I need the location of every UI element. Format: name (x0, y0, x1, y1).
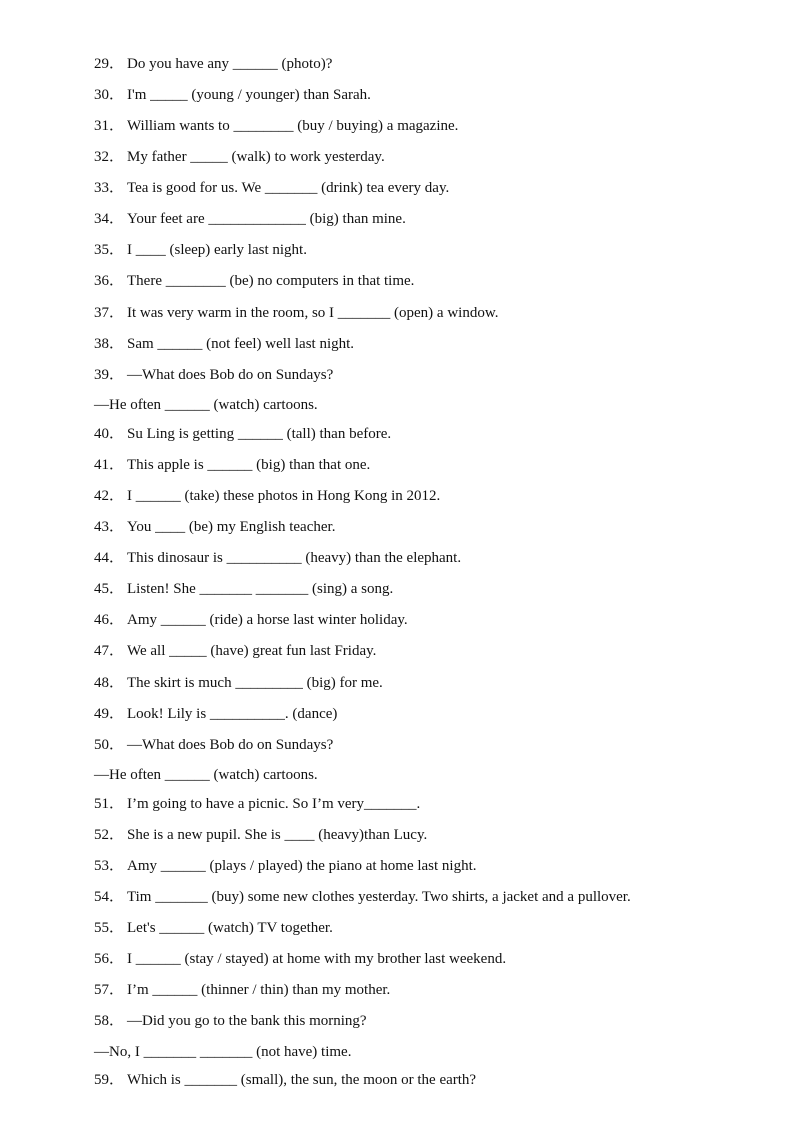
question-number: 58． (94, 1013, 125, 1029)
question-number: 40． (94, 426, 125, 442)
question-text: It was very warm in the room, so I _______ (open) a window. (127, 305, 499, 321)
question-text: Tea is good for us. We _______ (drink) tea every day. (127, 180, 450, 196)
question-line (94, 86, 371, 104)
question-line (94, 456, 370, 474)
question-line (94, 549, 461, 567)
question-line (94, 148, 385, 166)
question-text: —No, I _______ _______ (not have) time. (94, 1044, 352, 1060)
question-number: 55． (94, 920, 125, 936)
question-line (94, 179, 449, 197)
question-line (94, 1071, 476, 1089)
question-line (94, 1012, 367, 1030)
question-text: —He often ______ (watch) cartoons. (94, 397, 318, 413)
question-number: 44． (94, 550, 125, 566)
question-text: We all _____ (have) great fun last Friday. (127, 643, 377, 659)
question-number: 42． (94, 488, 125, 504)
question-continuation-line (94, 1043, 351, 1061)
question-line (94, 611, 408, 629)
question-number: 41． (94, 457, 125, 473)
question-line (94, 366, 333, 384)
question-number: 46． (94, 612, 125, 628)
question-text: I ______ (stay / stayed) at home with my brother last weekend. (127, 951, 507, 967)
question-number: 29． (94, 56, 125, 72)
question-line (94, 919, 333, 937)
question-line (94, 981, 390, 999)
question-line (94, 826, 427, 844)
question-text: You ____ (be) my English teacher. (127, 519, 336, 535)
question-text: My father _____ (walk) to work yesterday. (127, 149, 385, 165)
question-number: 57． (94, 982, 125, 998)
question-number: 56． (94, 951, 125, 967)
question-text: I ______ (take) these photos in Hong Kong in 2012. (127, 488, 441, 504)
question-line (94, 304, 498, 322)
question-text: I'm _____ (young / younger) than Sarah. (127, 87, 371, 103)
question-text: —What does Bob do on Sundays? (127, 737, 334, 753)
question-line (94, 857, 477, 875)
question-text: Sam ______ (not feel) well last night. (127, 336, 355, 352)
question-line (94, 425, 391, 443)
question-number: 32． (94, 149, 125, 165)
question-number: 37． (94, 305, 125, 321)
question-line (94, 795, 420, 813)
question-number: 50． (94, 737, 125, 753)
question-line (94, 487, 440, 505)
question-text: I’m going to have a picnic. So I’m very_______. (127, 796, 421, 812)
question-text: —Did you go to the bank this morning? (127, 1013, 367, 1029)
question-text: —He often ______ (watch) cartoons. (94, 767, 318, 783)
question-text: William wants to ________ (buy / buying) a magazine. (127, 118, 459, 134)
question-number: 33． (94, 180, 125, 196)
question-number: 38． (94, 336, 125, 352)
question-continuation-line (94, 396, 318, 414)
question-number: 30． (94, 87, 125, 103)
question-text: Look! Lily is __________. (dance) (127, 706, 338, 722)
question-line (94, 117, 458, 135)
question-number: 43． (94, 519, 125, 535)
question-number: 53． (94, 858, 125, 874)
question-line (94, 272, 414, 290)
question-text: The skirt is much _________ (big) for me. (127, 675, 383, 691)
question-text: I ____ (sleep) early last night. (127, 242, 307, 258)
question-text: Let's ______ (watch) TV together. (127, 920, 333, 936)
question-number: 51． (94, 796, 125, 812)
question-number: 36． (94, 273, 125, 289)
question-line (94, 580, 393, 598)
question-text: Do you have any ______ (photo)? (127, 56, 333, 72)
question-line (94, 950, 506, 968)
question-line (94, 55, 332, 73)
question-text: There ________ (be) no computers in that time. (127, 273, 415, 289)
question-line (94, 674, 383, 692)
question-number: 39． (94, 367, 125, 383)
question-text: Amy ______ (plays / played) the piano at home last night. (127, 858, 477, 874)
question-text: Listen! She _______ _______ (sing) a song. (127, 581, 394, 597)
question-line (94, 241, 307, 259)
question-text: —What does Bob do on Sundays? (127, 367, 334, 383)
question-number: 54． (94, 889, 125, 905)
question-line (94, 642, 376, 660)
question-continuation-line (94, 766, 318, 784)
question-line (94, 736, 333, 754)
question-text: This dinosaur is __________ (heavy) than the elephant. (127, 550, 462, 566)
question-number: 47． (94, 643, 125, 659)
question-text: Tim _______ (buy) some new clothes yesterday. Two shirts, a jacket and a pullover. (127, 889, 631, 905)
question-text: Your feet are _____________ (big) than mine. (127, 211, 406, 227)
question-number: 35． (94, 242, 125, 258)
question-line (94, 335, 354, 353)
question-number: 34． (94, 211, 125, 227)
question-number: 52． (94, 827, 125, 843)
question-number: 49． (94, 706, 125, 722)
question-line (94, 888, 631, 906)
question-number: 48． (94, 675, 125, 691)
question-number: 59． (94, 1072, 125, 1088)
question-number: 45． (94, 581, 125, 597)
question-line (94, 518, 335, 536)
question-line (94, 210, 406, 228)
question-text: She is a new pupil. She is ____ (heavy)than Lucy. (127, 827, 428, 843)
question-text: I’m ______ (thinner / thin) than my mother. (127, 982, 391, 998)
question-text: This apple is ______ (big) than that one. (127, 457, 371, 473)
question-text: Amy ______ (ride) a horse last winter holiday. (127, 612, 408, 628)
question-number: 31． (94, 118, 125, 134)
question-line (94, 705, 337, 723)
question-text: Su Ling is getting ______ (tall) than before. (127, 426, 392, 442)
question-text: Which is _______ (small), the sun, the moon or the earth? (127, 1072, 477, 1088)
